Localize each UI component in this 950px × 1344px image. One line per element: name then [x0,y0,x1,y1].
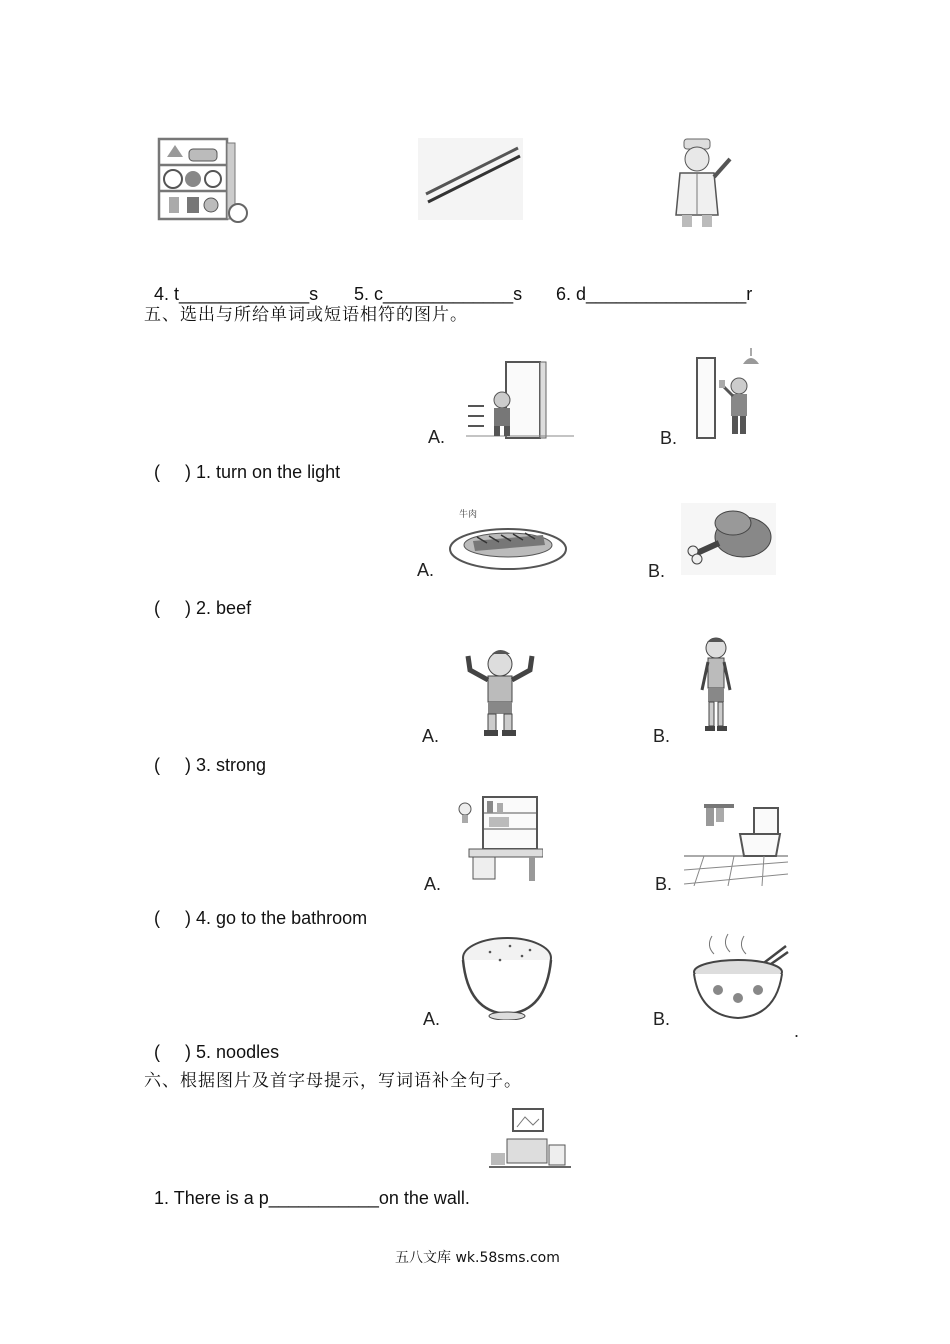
trailing-period: . [794,1021,800,1041]
boy-switching-light-picture [693,348,773,443]
thin-boy-picture [690,632,745,734]
option-1a-label[interactable]: A. [428,427,446,447]
chicken-leg-picture [681,503,776,575]
chopsticks-picture [418,138,523,220]
question-2 [144,577,251,619]
option-5b-label[interactable]: B. [653,1009,671,1029]
option-2b-label[interactable]: B. [648,561,666,581]
question-1-text: 1. turn on the light [196,462,341,482]
doctor-picture [660,137,738,229]
question-3-text: 3. strong [196,755,267,775]
answer-paren-3[interactable]: ( ) [154,755,192,775]
picture-on-wall-picture [489,1107,571,1175]
word-5-suffix: s [513,284,523,304]
section-6-heading: 六、根据图片及首字母提示，写词语补全句子。 [144,1071,522,1091]
study-room-picture [455,795,543,885]
question-1 [144,441,340,483]
word-6-suffix: r [746,284,753,304]
beef-tag-text: 牛肉 [459,510,478,520]
strong-boy-picture [458,640,543,740]
question-3 [144,734,266,776]
option-3a-label[interactable]: A. [422,726,440,746]
rice-bowl-picture [460,932,555,1020]
fill-blank-4 [144,263,318,305]
question-4-text: 4. go to the bathroom [196,908,368,928]
option-4b-label[interactable]: B. [655,874,673,894]
answer-paren-2[interactable]: ( ) [154,598,192,618]
option-5a-label[interactable]: A. [423,1009,441,1029]
option-4a-label[interactable]: A. [424,874,442,894]
word-6-blank[interactable]: ________________ [586,284,747,304]
sentence-1 [144,1167,470,1209]
word-6-prefix: 6. d [556,284,587,304]
word-4-suffix: s [309,284,319,304]
word-5-blank[interactable]: _____________ [383,284,514,304]
sentence-1-end: on the wall. [378,1188,470,1208]
fill-blank-6 [546,263,752,305]
option-3b-label[interactable]: B. [653,726,671,746]
word-4-blank[interactable]: _____________ [179,284,310,304]
noodle-bowl-picture [688,932,790,1022]
footer-watermark: 五八文库 wk.58sms.com [395,1250,560,1266]
sentence-1-start: 1. There is a p [154,1188,269,1208]
section-5-heading: 五、选出与所给单词或短语相符的图片。 [144,305,468,325]
question-5 [144,1021,279,1063]
answer-paren-4[interactable]: ( ) [154,908,192,928]
option-1b-label[interactable]: B. [660,428,678,448]
word-5-prefix: 5. c [354,284,384,304]
word-4-prefix: 4. t [154,284,180,304]
question-4 [144,887,367,929]
fill-blank-5 [344,263,522,305]
sentence-1-blank[interactable]: ___________ [268,1188,379,1208]
question-2-text: 2. beef [196,598,252,618]
toy-shelf-picture [155,135,250,227]
beef-plate-picture [447,503,569,573]
boy-opening-door-picture [466,358,574,443]
option-2a-label[interactable]: A. [417,560,435,580]
bathroom-toilet-picture [684,800,788,886]
answer-paren-5[interactable]: ( ) [154,1042,192,1062]
answer-paren-1[interactable]: ( ) [154,462,192,482]
question-5-text: 5. noodles [196,1042,280,1062]
